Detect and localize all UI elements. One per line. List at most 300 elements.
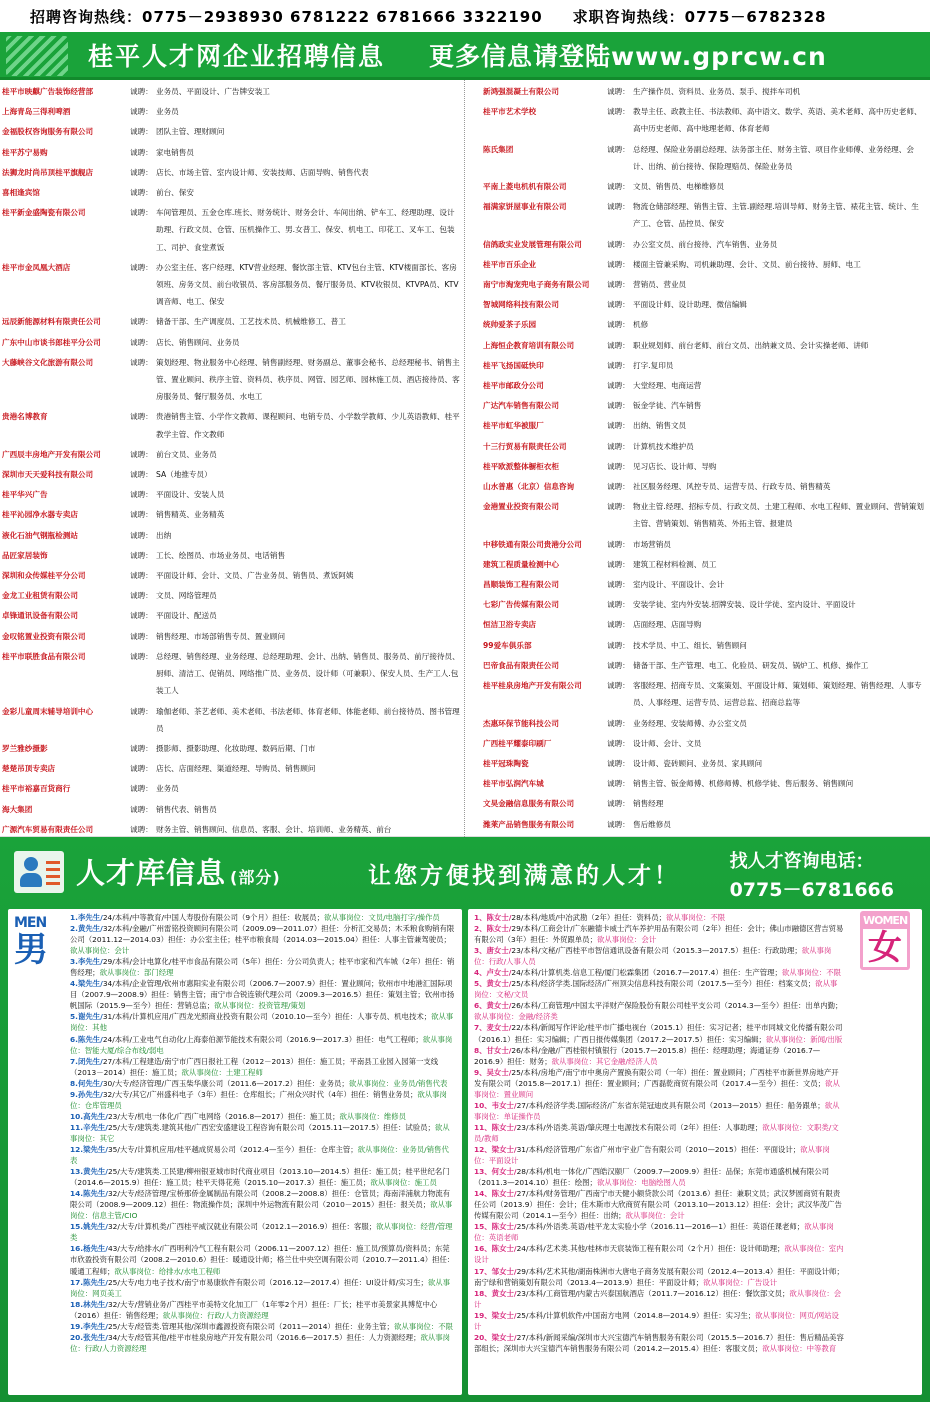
candidate-name: 10、韦女士/ [474,1100,517,1110]
candidate-desired-position: 欲从事岗位：会计 [596,935,657,945]
recruit-label: 诚聘： [607,660,630,670]
talent-slogan: 让您方便找到满意的人才！ [368,863,680,889]
recruit-label: 诚聘： [607,640,630,650]
candidate-info: 26/本科/金融/广西桂银村镇银行（2015.7—2015.8）担任：经理助理；海通证券（2016.7—2016.9）担任：财务； [474,1045,821,1066]
company-name[interactable]: 喜相逢宾馆 [2,188,40,198]
recruit-label: 诚聘： [607,718,630,728]
positions-text: 总经理、销售经理、业务经理、总经理助理、会计、出纳、销售员、服务员、前厅接待员、厨师、清洁工、促销员、网络推广员、业务员、设计师（可兼职）、保安人员、生产工人.包装工人 [156,651,460,696]
job-row [0,443,464,463]
recruit-label: 诚聘： [607,779,630,789]
candidate-info: 27/本科/经济学类.国际经济/广东省东莞冠迪皮具有限公司（2013—2015）担任：船务跟单； [516,1100,825,1110]
job-row [465,313,930,333]
company-name[interactable]: 99爱车俱乐部 [483,640,532,650]
recruit-label: 诚聘： [607,461,630,471]
positions-text: 设计师、瓷砖顾问、业务员、家具顾问 [633,758,763,768]
candidate-entry [70,1321,456,1332]
recruit-label: 诚聘： [130,510,153,520]
candidate-name: 13.黄先生/ [70,1167,108,1177]
candidate-desired-position: 欲从事岗位：其它 [70,1122,450,1143]
candidate-info: 25/本科/房地产/南宁市中奥房产置换有限公司（一年）担任：置业顾问；广西桂平市新世界房地产开发有限公司（2015.8—2017.1）担任：置业顾问；广西磊乾商贸有限公司（2017.4—至今）担任：文员； [474,1067,839,1088]
candidate-desired-position: 欲从事岗位：置业顾问 [474,1078,840,1099]
women-label: WOMEN [863,914,908,927]
talent-header [0,837,930,907]
recruit-label: 诚聘： [130,449,153,459]
positions-text: 室内设计、平面设计、会计 [633,580,725,590]
job-row [0,737,464,757]
positions-text: 社区服务经理、风控专员、运营专员、行政专员、销售精英 [633,482,831,492]
candidate-name: 14.陈先生/ [70,1189,108,1199]
candidate-entry [474,1067,844,1100]
job-row [0,777,464,797]
candidate-info: 27/本科/财务管理/广西南宁市天健小额贷款公司（2013.6）担任：兼职文员；武汉梦圆商贸有限责任公司（2013.9）担任：会计；佳木斯市大欣商贸有限公司（2013.10—2013.12）担任：会计；武汉华茂广告传媒有限公司（2014.1—至今）担任：出纳； [474,1189,842,1221]
positions-text: 楼面主管兼采购、司机兼助理、会计、文员、前台接待、厨师、电工 [633,259,861,269]
candidate-entry [70,1078,456,1089]
job-row [465,573,930,593]
company-name[interactable]: 新鸿强混凝土有限公司 [483,87,559,96]
job-row [465,772,930,792]
recruit-label: 诚聘： [130,317,153,327]
recruit-label: 诚聘： [607,381,630,391]
candidate-info: 43/大专/给排水/广西明利冷气工程有限公司（2006.11—2007.12）担任：施工员/预算员/资料员；东莞市欣盈投资有限公司（2008.2—2010.6）担任：暖通设计师；格兰仕中央空调有限公司（2010.7—2011.4）担任：暖通工程师； [70,1244,455,1276]
candidate-entry [474,1144,844,1166]
candidate-desired-position: 欲从事岗位：行政/人力资源经理 [162,1310,269,1320]
recruit-label: 诚聘： [607,539,630,549]
candidate-name: 1、陈女士/ [474,913,512,922]
job-row [0,331,464,351]
job-row [465,195,930,232]
candidate-name: 12、梁女士/ [474,1144,517,1154]
company-name[interactable]: 桂平欧派整体橱柜衣柜 [483,461,559,471]
candidate-entry [474,945,844,967]
candidate-name: 3、唐女士/ [474,946,512,956]
recruit-label: 诚聘： [130,784,153,794]
job-row [465,100,930,137]
company-name[interactable]: 桂平市映麒广告装饰经营部 [2,87,94,96]
company-name[interactable]: 十三行贸易有限责任公司 [483,441,567,451]
positions-text: 平面设计、安装人员 [156,490,225,500]
recruit-label: 诚聘： [607,259,630,269]
company-name[interactable]: 深圳市天天爱科技有限公司 [2,470,94,480]
recruit-label: 诚聘： [607,502,630,512]
company-name[interactable]: 法狮龙时尚吊顶桂平旗舰店 [2,167,94,177]
company-name[interactable]: 桂平华兴广告 [2,490,48,500]
company-name[interactable]: 桂平沁园净水器专卖店 [2,510,78,520]
candidate-desired-position: 欲从事岗位：会计 [474,1288,842,1309]
candidate-entry [70,1243,456,1276]
candidate-desired-position: 欲从事岗位：行政/人力资源经理 [70,1332,451,1353]
candidate-entry [474,1045,844,1067]
candidate-entry [70,1056,456,1078]
candidate-entry [474,1221,844,1243]
company-name[interactable]: 桂平市弘润汽车城 [483,779,544,789]
candidate-desired-position: 欲从事岗位：投资管理/策划 [214,1001,306,1011]
company-name[interactable]: 恒洁卫浴专卖店 [483,620,537,630]
company-name[interactable]: 罗兰雅纱摄影 [2,743,48,753]
positions-text: 大堂经理、电商运营 [633,381,702,391]
company-name[interactable]: 建筑工程质量检测中心 [483,559,559,569]
women-badge-box [860,911,910,970]
company-name[interactable]: 桂平冠珠陶瓷 [483,758,529,768]
company-name[interactable]: 桂平市百乐企业 [483,259,537,269]
recruit-label: 诚聘： [130,824,153,834]
company-name[interactable]: 桂平市邮政分公司 [483,381,544,391]
recruit-label: 诚聘： [607,559,630,569]
recruit-label: 诚聘： [607,340,630,350]
company-name[interactable]: 山水普惠（北京）信息咨询 [483,482,575,492]
job-row [0,798,464,818]
candidate-entry [474,1310,844,1332]
positions-text: 业务员 [156,107,179,117]
men-entries [70,912,456,1354]
candidate-name: 11.辛先生/ [70,1122,108,1132]
candidate-name: 15、陈女士/ [474,1222,517,1232]
job-row [465,80,930,100]
positions-text: 前台、保安 [156,188,194,198]
candidate-info: 24/本科/工业电气自动化/上海泰伯源节能技术有限公司（2016.9—2017.3）担任：电气工程师； [102,1034,423,1044]
company-name[interactable]: 广达汽车销售有限公司 [483,401,559,411]
women-char: 女 [863,929,907,967]
candidate-entry [474,1100,844,1122]
candidate-info: 25/大专/建筑类.工民建/柳州银亚城市时代商业项目（2013.10—2014.5）担任：施工员；桂平世纪名门（2014.6—2015.9）担任：施工员；桂平天得花苑（2015.10—2017.3）担任：施工员； [70,1167,450,1188]
job-row [0,625,464,645]
candidate-entry [474,1332,844,1354]
job-row [0,256,464,311]
company-name[interactable]: 南宁市淘宠兜电子商务有限公司 [483,280,590,290]
job-row [465,475,930,495]
job-row [465,752,930,772]
candidate-entry [70,1089,456,1111]
company-name[interactable]: 中移铁通有限公司贵港分公司 [483,539,582,549]
recruit-label: 诚聘： [130,208,153,218]
company-name[interactable]: 远辰新能源材料有限责任公司 [2,317,101,327]
job-row [0,405,464,442]
candidate-name: 19、梁女士/ [474,1310,517,1320]
contact-label: 找人才咨询电话： [729,851,874,872]
company-name[interactable]: 楚楚吊顶专卖店 [2,764,56,774]
company-name[interactable]: 深圳和众传媒桂平分公司 [2,571,86,581]
positions-text: 平面设计师、会计、文员、广告业务员、销售员、煮饭阿姨 [156,571,354,581]
job-row [465,414,930,434]
job-row [465,634,930,654]
candidate-desired-position: 欲从事岗位：广告设计 [703,1277,778,1287]
job-row [465,553,930,573]
women-entries [474,912,844,1354]
job-row [465,394,930,414]
contact-phone[interactable]: 0775－6781666 [729,879,894,901]
candidate-info: 25/本科/计算机软件/中国南方电网（2014.8—2014.9）担任：实习生； [516,1310,756,1320]
job-row [0,483,464,503]
company-name[interactable]: 统帅爱茶子乐园 [483,320,537,330]
job-row [0,604,464,624]
candidate-entry [474,1166,844,1188]
recruit-label: 诚聘： [607,401,630,411]
company-name[interactable]: 陈氏集团 [483,144,514,154]
company-name[interactable]: 上海青岛三得利啤酒 [2,107,71,117]
company-name[interactable]: 平南上菱电机机有限公司 [483,182,567,192]
candidate-entry [70,1221,456,1243]
recruit-label: 诚聘： [130,470,153,480]
job-row [0,181,464,201]
positions-text: 店长、市场主管、室内设计师、安装技师、店面导购、销售代表 [156,167,369,177]
company-name[interactable]: 广西辰丰房地产开发有限公司 [2,449,101,459]
company-name[interactable]: 卓锋通讯设备有限公司 [2,611,78,621]
candidate-name: 18.林先生/ [70,1299,108,1309]
company-name[interactable]: 金福股权咨询服务有限公司 [2,127,94,137]
candidate-name: 10.高先生/ [70,1111,108,1121]
company-name[interactable]: 桂平市虹华被服厂 [483,421,544,431]
recruit-label: 诚聘： [130,127,153,137]
recruit-banner [0,32,930,80]
women-badge-icon [860,911,910,981]
company-name[interactable]: 金彩儿童周末辅导培训中心 [2,706,94,716]
recruit-label: 诚聘： [607,758,630,768]
recruit-label: 诚聘： [130,530,153,540]
candidate-desired-position: 欲从事岗位：行政/人事人员 [474,946,832,967]
candidate-desired-position: 欲从事岗位：其它金融/经济人员 [551,1056,658,1066]
candidate-desired-position: 欲从事岗位：业务员/销售代表 [348,1078,448,1088]
positions-text: 销售经理 [633,799,664,809]
candidate-info: 25/本科/外语类.英语/桂平龙太实验小学（2016.11—2016—1）担任：英语任课老师； [516,1222,805,1232]
positions-text: 家电销售员 [156,147,194,157]
job-row [465,233,930,253]
candidate-desired-position: 欲从事岗位：土建工程师 [181,1067,263,1077]
company-name[interactable]: 巴帝食品有限责任公司 [483,660,559,670]
company-name[interactable]: 昌顺装饰工程有限公司 [483,580,559,590]
recruit-label: 诚聘： [130,631,153,641]
company-name[interactable]: 杰惠环保节能科技公司 [483,718,559,728]
job-row [465,334,930,354]
candidate-info: 32/大专/其它/广州盛科电子（3年）担任：仓库组长；广州众兴时代（4年）担任：销售业务员； [102,1089,418,1099]
candidate-entry [70,1122,456,1144]
company-name[interactable]: 上海恒企教育培训有限公司 [483,340,575,350]
company-name[interactable]: 桂平苏宁易购 [2,147,48,157]
company-name[interactable]: 广源汽车贸易有限责任公司 [2,824,94,834]
recruit-label: 诚聘： [130,743,153,753]
candidate-desired-position: 欲从事岗位：文员/电脑打字/操作员 [323,913,440,922]
seek-hotline: 求职咨询热线：0775－6782328 [572,7,827,26]
positions-text: 安装学徒、室内外安装.招牌安装、设计学徒、室内设计、平面设计 [633,600,856,610]
positions-text: 打字.复印员 [633,360,674,370]
candidate-entry [474,1288,844,1310]
candidate-name: 5.谢先生/ [70,1012,103,1022]
candidate-entry [474,978,844,1000]
company-name[interactable]: 品匠家居装饰 [2,550,48,560]
candidate-info: 28/本科/机电一体化/广西皓汉颐厂（2009.7—2009.9）担任：品保；东莞市通盛机械有限公司（2011.3—2014.10）担任：绘图； [474,1167,830,1188]
company-name[interactable]: 桂平桂泉房地产开发有限公司 [483,681,582,691]
candidate-desired-position: 欲从事岗位：其他 [70,1012,454,1033]
positions-text: 车间管理员、五金仓库.班长、财务统计、财务会计、车间出纳、铲车工、经理助理、设计助理、行政文员、仓管、压机操作工、男.女普工、保安、机电工、印花工、叉车工、包装工、司护、食堂煮饭 [156,208,455,252]
positions-text: 总经理、保险业务副总经理、法务部主任、财务主管、项目作业师傅、业务经理、会计、出纳、前台接待、保险理赔员、保险业务员 [633,144,914,171]
positions-text: 见习店长、设计师、导购 [633,461,717,471]
company-name[interactable]: 海大集团 [2,804,33,814]
candidate-desired-position: 欲从事岗位：经营/管理类 [70,1222,453,1243]
recruit-label: 诚聘： [130,490,153,500]
candidate-info: 31/本科/计算机应用/广西龙光照商业投资有限公司（2010.10—至今）担任：人事专员、机电技术； [102,1012,432,1022]
job-column-right [465,80,930,837]
candidate-name: 2、陈女士/ [474,924,512,934]
company-name[interactable]: 桂平市联胜食品有限公司 [2,651,86,661]
company-name[interactable]: 金港置业投资有限公司 [483,502,559,512]
candidate-entry [70,1166,456,1188]
candidate-name: 20、梁女士/ [474,1332,517,1342]
candidate-info: 28/本科/地质/中冶武勘（2年）担任：资料员； [511,913,667,922]
recruit-label: 诚聘： [130,550,153,560]
positions-text: 销售精英、业务精英 [156,510,225,520]
job-row [0,818,464,837]
candidate-desired-position: 欲从事岗位：施工员 [370,1178,437,1188]
candidate-entry [474,1000,844,1022]
candidate-name: 2.黄先生/ [70,924,103,934]
candidate-name: 18、黄女士/ [474,1288,517,1298]
positions-text: 摄影师、摄影助理、化妆助理、数码后期、门市 [156,743,316,753]
company-name[interactable]: 桂平市金凤凰大酒店 [2,262,71,272]
candidate-info: 34/大专/经管其他/桂平市桂泉房地产开发有限公司（2016.6—2017.5）担任：人力资源经理； [107,1332,421,1342]
positions-text: 物业主管.经理、招标专员、行政文员、土建工程师、水电工程师、置业顾问、营销策划主管、营销策划、销售精英、外拓主管、报建员 [633,502,924,529]
job-row [0,757,464,777]
positions-text: 销售代表、销售员 [156,804,217,814]
recruit-label: 诚聘： [607,738,630,748]
job-row [465,593,930,613]
candidate-entry [70,1111,456,1122]
candidate-name: 12.梁先生/ [70,1144,108,1154]
banner-decoration-icon [6,36,68,76]
candidate-name: 14、陈女士/ [474,1189,517,1199]
job-row [0,544,464,564]
recruit-label: 诚聘： [130,651,153,661]
candidate-info: 23/本科/外语类.英语/肇庆理士电源技术有限公司（2年）担任：人事助理； [516,1122,763,1132]
candidate-info: 23/大专/机电一体化/广西广电网络（2016.8—2017）担任：施工员； [107,1111,340,1121]
recruit-label: 诚聘： [130,706,153,716]
men-char: 男 [14,930,48,970]
candidate-info: 32/大专/经济管理/宝桥那侨金属制品有限公司（2008.2—2008.8）担任：仓管员；海南洋浦航力物流有限公司（2008.9—2009.12）担任：物流操作员；深圳中外运物流有限公司（2010－2015）担任：报关员； [70,1189,451,1210]
candidate-name: 5、黄女士/ [474,979,512,989]
recruit-label: 诚聘： [130,87,153,96]
company-name[interactable]: 智城网络科技有限公司 [483,300,559,310]
men-badge-icon [14,915,64,985]
recruit-label: 诚聘： [130,611,153,621]
candidate-entry [474,923,844,945]
candidate-name: 1.李先生/ [70,913,103,922]
banner-site[interactable]: 更多信息请登陆www.gprcw.cn [429,41,827,71]
company-name[interactable]: 金龙工业租赁有限公司 [2,591,78,601]
recruit-label: 诚聘： [607,107,630,117]
candidate-name: 13、何女士/ [474,1167,517,1177]
recruit-label: 诚聘： [607,144,630,154]
job-row [465,813,930,833]
candidate-info: 32/本科/金融/广州雷铭投资顾问有限公司（2009.09—2011.07）担任：分析汇交易员；木禾粮食购销有限公司（2011.12—2014.03）担任：办公室主任；桂平市粮食局（2014.03—2015.04）担任：人事主管兼驾驶员； [70,924,455,945]
candidate-desired-position: 欲从事岗位：不限 [666,913,726,922]
company-name[interactable]: 七彩广告传媒有限公司 [483,600,559,610]
candidate-entry [474,1243,844,1265]
job-row [465,374,930,394]
job-row [0,310,464,330]
candidate-entry [70,1034,456,1056]
job-row [0,564,464,584]
positions-text: 店面经理、店面导购 [633,620,702,630]
job-column-left [0,80,465,837]
candidate-entry [70,1188,456,1221]
recruit-label: 诚聘： [607,580,630,590]
candidate-name: 3.李先生/ [70,957,103,967]
candidate-entry [474,967,844,978]
candidate-name: 8、甘女士/ [474,1045,512,1055]
company-name[interactable]: 潍莱产品销售服务有限公司 [483,819,575,829]
company-name[interactable]: 文昊金融信息服务有限公司 [483,799,575,809]
candidate-name: 16.杨先生/ [70,1244,108,1254]
positions-text: 出纳、销售文员 [633,421,687,431]
candidate-desired-position: 欲从事岗位：不限 [781,968,842,978]
positions-text: 贵港销售主管、小学作文教师、课程顾问、电销专员、小学数学教师、少儿英语教师、桂平教学主管、作文教师 [156,412,460,439]
candidate-info: 29/本科/工商会计/广东融德卡威士汽车养护用品有限公司（2年）担任：会计；佛山市融德区营吉贸易有限公司（3年）担任：外贸跟单员； [474,924,844,945]
positions-text: 钣金学徒、汽车销售 [633,401,702,411]
job-row [465,354,930,374]
candidate-info: 24/本科/计算机类.信息工程/厦门松霖集团（2016.7—2017.4）担任：生产管理； [511,968,782,978]
candidate-desired-position: 欲从事岗位：不限 [393,1321,454,1331]
job-row [465,253,930,273]
candidate-name: 6.陈先生/ [70,1034,103,1044]
recruit-label: 诚聘： [607,421,630,431]
candidate-info: 25/大专/经管类.管理其他/深圳市鑫源投资有限公司（2011—2014）担任：业务主管； [107,1321,394,1331]
recruit-label: 诚聘： [607,320,630,330]
candidate-entry [474,912,844,923]
candidate-name: 6、黄女士/ [474,1001,512,1011]
candidate-name: 8.何先生/ [70,1078,103,1088]
company-name[interactable]: 广东中山市谈书郎桂平分公司 [2,337,101,347]
candidate-desired-position: 欲从事岗位：金融/经济类 [474,1012,558,1022]
positions-text: SA（地推专员） [156,470,212,480]
recruit-label: 诚聘： [607,681,630,691]
recruit-label: 诚聘： [130,764,153,774]
recruit-label: 诚聘： [130,804,153,814]
job-row [465,712,930,732]
candidate-info: 31/本科/经济管理/广东省广州市宇业广告有限公司（2010—2015）担任：平面设计； [516,1144,801,1154]
recruit-label: 诚聘： [130,357,153,367]
company-name[interactable]: 桂平飞扬国砥快印 [483,360,544,370]
recruit-label: 诚聘： [130,571,153,581]
candidate-info: 29/本科/艺术其他/湖南株洲市大唐电子商务发展有限公司（2012.4—2013.4）担任：平面设计师；南宁绿和营销策划有限公司（2013.4—2013.9）担任：平面设计师； [474,1266,844,1287]
candidate-entry [474,1188,844,1221]
company-name[interactable]: 广西桂平耀泰印刷厂 [483,738,552,748]
job-row [0,351,464,406]
company-name[interactable]: 福满家饼屋事业有限公司 [483,202,567,212]
company-name[interactable]: 贵港名博教育 [2,412,48,422]
company-name[interactable]: 信鸽政实业发展管理有限公司 [483,239,582,249]
candidate-desired-position: 欲从事岗位：单证操作员 [474,1100,840,1121]
company-name[interactable]: 金叹铭置业投资有限公司 [2,631,86,641]
company-name[interactable]: 桂平市艺术学校 [483,107,537,117]
company-name[interactable]: 大藤峡谷文化旅游有限公司 [2,357,94,367]
company-name[interactable]: 桂平市裕嘉百货商行 [2,784,71,794]
candidate-entry [70,1332,456,1354]
candidate-name: 11、陈女士/ [474,1122,517,1132]
job-row [0,524,464,544]
recruit-label: 诚聘： [130,167,153,177]
recruit-label: 诚聘： [130,337,153,347]
company-name[interactable]: 桂平新金盛陶瓷有限公司 [2,208,86,218]
positions-text: 财务主管、销售顾问、信息员、客服、会计、培训师、业务精英、前台 [156,824,392,834]
company-name[interactable]: 液化石油气钢瓶检测站 [2,530,78,540]
positions-text: 业务员 [156,784,179,794]
candidate-desired-position: 欲从事岗位：信息主管/CIO [70,1200,453,1221]
positions-text: 平面设计师、设计助理、微信编辑 [633,300,747,310]
candidate-info: 26/本科/工商管理/中国太平洋财产保险股份有限公司桂平支公司（2014.3—至今）担任：出单内勤； [511,1001,843,1011]
candidate-desired-position: 欲从事岗位：英语老师 [474,1222,834,1243]
candidate-name: 9.孙先生/ [70,1089,103,1099]
candidate-info: 25/大专/电力电子技术/南宁市易康软件有限公司（2016.12—2017.4）担任：UI设计师/实习生； [107,1277,428,1287]
recruit-label: 诚聘： [607,819,630,829]
candidate-desired-position: 欲从事岗位：会计 [70,946,130,956]
talent-contact [730,847,894,902]
